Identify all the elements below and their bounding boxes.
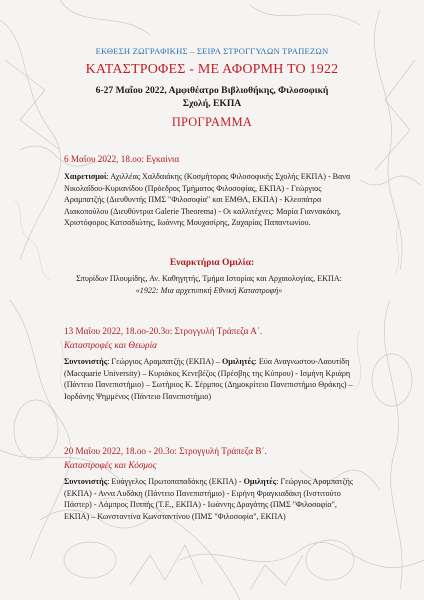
program-heading: ΠΡΟΓΡΑΜΜΑ [171, 115, 253, 129]
table-a-heading: 13 Μαΐου 2022, 18.οο-20.3ο: Στρογγυλή Τράπεζα Α΄. [64, 326, 263, 336]
table-b-participants [64, 476, 354, 522]
opening-heading: 6 Μαΐου 2022, 18.οο: Εγκαίνια [64, 154, 180, 164]
speech-title: «1922: Μια αρχετυπική Εθνική Καταστροφή» [135, 285, 283, 295]
table-a-participants [64, 356, 354, 402]
table-b-heading: 20 Μαΐου 2022, 18.οο - 20.3ο: Στρογγυλή Τράπεζα Β΄. [64, 446, 267, 456]
dates-line-1: 6-27 Μαΐου 2022, Αμφιθέατρο Βιβλιοθήκης, Φιλοσοφική [95, 85, 329, 96]
greetings-label: Χαιρετισμοί [64, 172, 107, 181]
event-dates-venue [80, 84, 344, 110]
opening-greetings [64, 171, 354, 229]
table-a-speakers: : Εύα Αναγνωστου-Λαουτίδη (Macquarie University) – Κυριάκος Κενεβέζος (Πρέσβης της Κύπρου) - Ισμήνη Κριάρη (Πάντειο Πανεπιστήμιο) – Σωτήριος Κ. Σέρμπος (Δημοκρίτειο Πανεπιστήμιο Θράκης) – Ιορδάνης Ψημμένος (Πάντειο Πανεπιστήμιο) [64, 357, 353, 401]
table-b-subtitle: Καταστροφές και Κόσμος [64, 460, 157, 470]
greetings-text: : Αχιλλέας Χαλδαιάκης (Κοσμήτορας Φιλοσοφικής Σχολής ΕΚΠΑ) - Βανα Νικολαΐδου-Κυριανίδου (Πρόεδρος Τμήματος Φιλοσοφίας, ΕΚΠΑ) - Γεώργιος Αραμπατζής (Διευθυντής ΠΜΣ "Φιλοσοφία" και ΕΜΘΛ, ΕΚΠΑ) - Κλεοπάτρα Λιακοπούλου (Διευθύντρια Galerie Theorema) - Οι καλλιτέχνες: Μαρία Γιαννακάκη, Χριστόφορος Κατσαδιώτης, Ιωάννης Μουχασίρης, Ζαχαρίας Παπαντωνίου. [64, 172, 351, 228]
table-b-speakers: : Γεώργιος Αραμπατζής (ΕΚΠΑ) - Αννα Λυδάκη (Πάντειο Πανεπιστήμιο) - Ειρήνη Φραγκιαδάκη (Ινστιτούτο Πάστερ) - Λάμπρος Πιππής (Τ.Ε., ΕΚΠΑ) - Ιωάννης Δραγάτης (ΠΜΣ "Φιλοσοφία", ΕΚΠΑ) – Κωνσταντίνα Κωνσταντίνου (ΠΜΣ "Φιλοσοφία", ΕΚΠΑ) [64, 477, 354, 521]
table-b-speakers-label: Ομιλητές [243, 477, 277, 486]
table-b-coordinator-label: Συντονιστής [64, 477, 108, 486]
table-a-coordinator-label: Συντονιστής [64, 357, 108, 366]
opening-speech [64, 273, 354, 296]
event-title: ΚΑΤΑΣΤΡΟΦΕΣ - ΜΕ ΑΦΟΡΜΗ ΤΟ 1922 [85, 62, 339, 77]
dates-line-2: Σχολή, ΕΚΠΑ [182, 98, 242, 109]
table-a-coordinator: : Γεώργιος Αραμπατζής (ΕΚΠΑ) – [107, 357, 222, 366]
speech-speaker: Σπυρίδων Πλουμίδης, Αν. Καθηγητής, Τμήμα Ιστορίας και Αρχαιολογίας, ΕΚΠΑ: [76, 274, 342, 283]
table-a-subtitle: Καταστροφές και Θεωρία [64, 340, 157, 350]
exhibit-series-heading: ΕΚΘΕΣΗ ΖΩΓΡΑΦΙΚΗΣ – ΣΕΙΡΑ ΣΤΡΟΓΓΥΛΩΝ ΤΡΑΠΕΖΩΝ [95, 46, 329, 56]
table-b-coordinator: : Ευάγγελος Πρωτοπαπαδάκης (ΕΚΠΑ) - [107, 477, 244, 486]
opening-speech-heading: Εναρκτήρια Ομιλία: [169, 257, 255, 268]
table-a-speakers-label: Ομιλητές [221, 357, 255, 366]
